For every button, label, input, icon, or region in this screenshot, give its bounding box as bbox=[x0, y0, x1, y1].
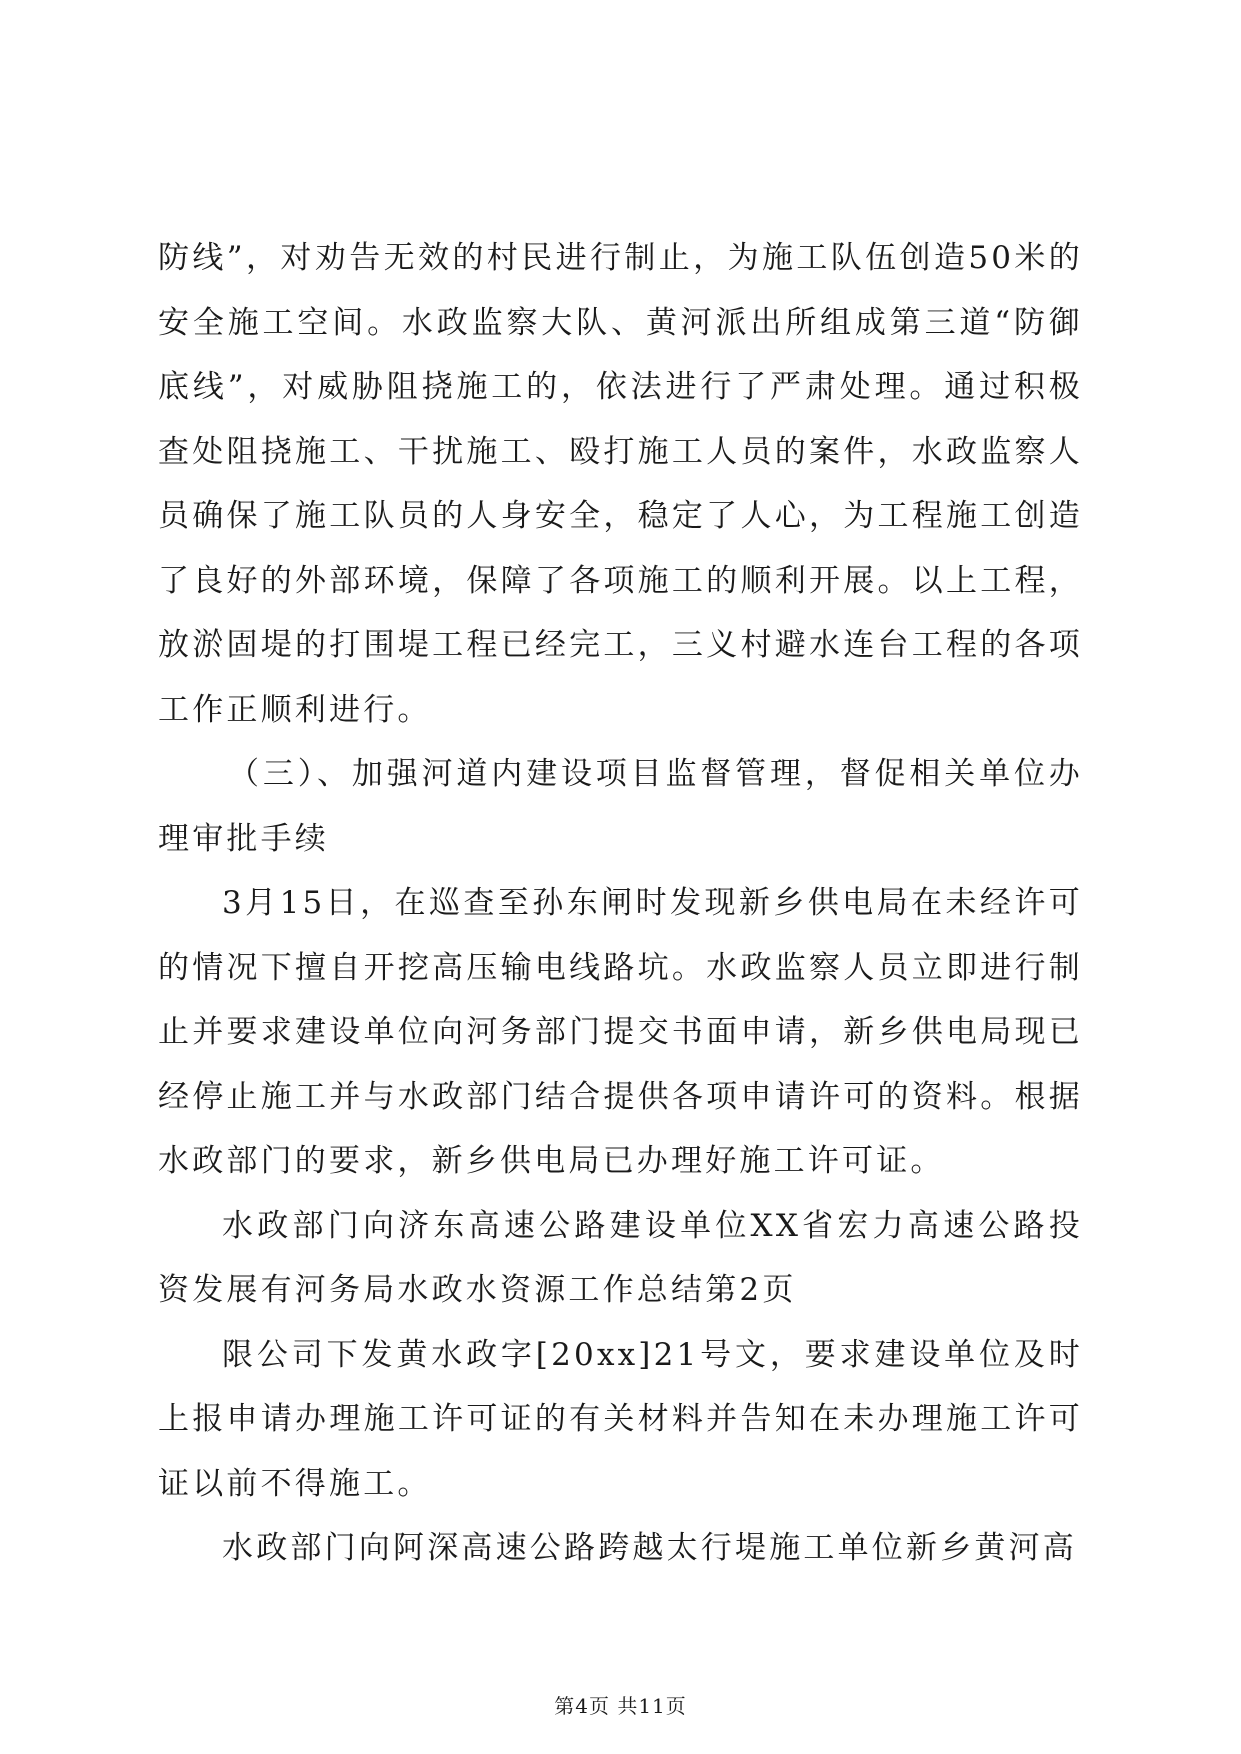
paragraph-safety-lines: 防线”，对劝告无效的村民进行制止，为施工队伍创造50米的安全施工空间。水政监察大队、黄河派出所组成第三道“防御底线”，对威胁阻挠施工的，依法进行了严肃处理。通过积极查处阻挠施工、干扰施工、殴打施工人员的案件，水政监察人员确保了施工队员的人身安全，稳定了人心，为工程施工创造了良好的外部环境，保障了各项施工的顺利开展。以上工程，放淤固堤的打围堤工程已经完工，三义村避水连台工程的各项工作正顺利进行。 bbox=[158, 240, 1083, 728]
paragraph-power-bureau: 3月15日，在巡查至孙东闸时发现新乡供电局在未经许可的情况下擅自开挖高压输电线路坑。水政监察人员立即进行制止并要求建设单位向河务部门提交书面申请，新乡供电局现已经停止施工并与水政部门结合提供各项申请许可的资料。根据水政部门的要求，新乡供电局已办理好施工许可证。 bbox=[158, 885, 1083, 1179]
paragraph-notice-document: 限公司下发黄水政字[20xx]21号文，要求建设单位及时上报申请办理施工许可证的有关材料并告知在未办理施工许可证以前不得施工。 bbox=[158, 1336, 1083, 1502]
page-footer: 第4页 共11页 bbox=[554, 1694, 687, 1718]
section-heading-3: （三）、加强河道内建设项目监督管理，督促相关单位办理审批手续 bbox=[158, 756, 1083, 857]
paragraph-jidong-expressway: 水政部门向济东高速公路建设单位XX省宏力高速公路投资发展有河务局水政水资源工作总结第2页 bbox=[158, 1207, 1083, 1308]
document-body bbox=[158, 226, 1083, 1581]
paragraph-ashen-expressway: 水政部门向阿深高速公路跨越太行堤施工单位新乡黄河高 bbox=[222, 1530, 1077, 1566]
